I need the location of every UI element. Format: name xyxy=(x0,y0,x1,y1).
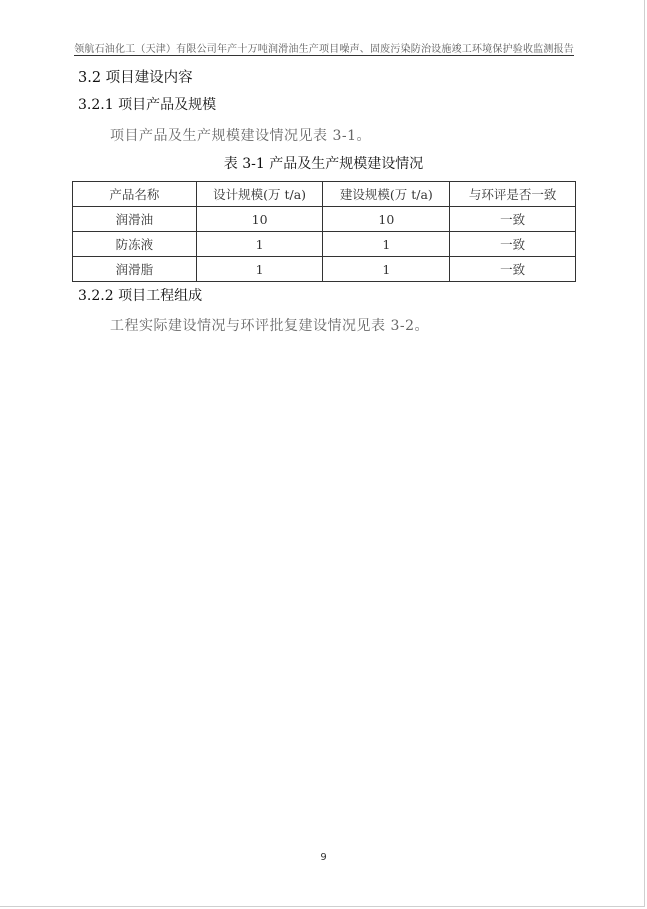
table-header-cell: 产品名称 xyxy=(73,182,197,207)
table-caption: 表 3-1 产品及生产规模建设情况 xyxy=(223,156,424,172)
header-rule xyxy=(74,55,574,56)
page-number: 9 xyxy=(320,852,327,863)
table-cell: 1 xyxy=(196,232,323,257)
section-heading-3-2-1: 3.2.1 项目产品及规模 xyxy=(78,97,217,113)
table-cell: 防冻液 xyxy=(73,232,197,257)
table-cell: 一致 xyxy=(450,232,576,257)
table-cell: 1 xyxy=(323,232,450,257)
table-header-cell: 建设规模(万 t/a) xyxy=(323,182,450,207)
table-row xyxy=(73,257,576,282)
paragraph-engineering: 工程实际建设情况与环评批复建设情况见表 3-2。 xyxy=(110,318,429,334)
table-header-cell: 设计规模(万 t/a) xyxy=(196,182,323,207)
table-cell: 一致 xyxy=(450,257,576,282)
table-cell: 润滑油 xyxy=(73,207,197,232)
table-cell: 10 xyxy=(196,207,323,232)
table-cell: 1 xyxy=(196,257,323,282)
paragraph-products: 项目产品及生产规模建设情况见表 3-1。 xyxy=(110,128,371,144)
table-header-cell: 与环评是否一致 xyxy=(450,182,576,207)
product-scale-table xyxy=(72,181,576,282)
table-header-row xyxy=(73,182,576,207)
table-cell: 1 xyxy=(323,257,450,282)
table-cell: 10 xyxy=(323,207,450,232)
table-cell: 一致 xyxy=(450,207,576,232)
table-row xyxy=(73,207,576,232)
table-row xyxy=(73,232,576,257)
section-heading-3-2: 3.2 项目建设内容 xyxy=(78,70,193,86)
section-heading-3-2-2: 3.2.2 项目工程组成 xyxy=(78,288,203,304)
table-cell: 润滑脂 xyxy=(73,257,197,282)
page-header: 领航石油化工（天津）有限公司年产十万吨润滑油生产项目噪声、固废污染防治设施竣工环境保护验收监测报告 xyxy=(74,44,574,55)
